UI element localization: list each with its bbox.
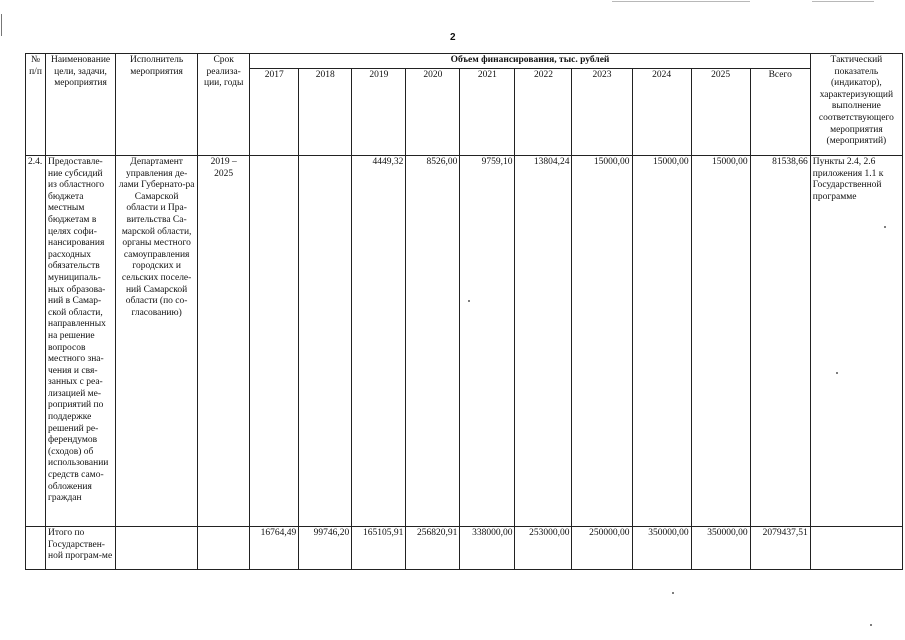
header-year: 2019 — [352, 69, 406, 156]
scan-speck — [672, 592, 674, 594]
table-row — [26, 156, 903, 527]
row-num: 2.4. — [26, 156, 46, 527]
total-value: 99746,20 — [299, 527, 352, 570]
header-year: 2018 — [299, 69, 352, 156]
row-value-total: 81538,66 — [750, 156, 810, 527]
header-year: 2017 — [250, 69, 299, 156]
total-value: 350000,00 — [632, 527, 691, 570]
total-value-grand: 2079437,51 — [750, 527, 810, 570]
row-value: 15000,00 — [572, 156, 632, 527]
financing-table — [25, 53, 903, 570]
header-executor: Исполнитель мероприятия — [116, 54, 198, 156]
row-value: 9759,10 — [460, 156, 515, 527]
row-value: 15000,00 — [632, 156, 691, 527]
header-year: 2024 — [632, 69, 691, 156]
header-funding: Объем финансирования, тыс. рублей — [250, 54, 811, 69]
header-indicator: Тактический показатель (индикатор), характеризующий выполнение соответствующего мероприятия (мероприятий) — [810, 54, 902, 156]
scan-mark-top — [612, 1, 750, 2]
header-name: Наименование цели, задачи, мероприятия — [46, 54, 116, 156]
header-year: 2021 — [460, 69, 515, 156]
header-year: 2022 — [515, 69, 572, 156]
total-label: Итого по Государствен-ной програм-ме — [46, 527, 116, 570]
row-value: 8526,00 — [406, 156, 460, 527]
header-year: 2020 — [406, 69, 460, 156]
header-year: 2025 — [691, 69, 750, 156]
total-value: 165105,91 — [352, 527, 406, 570]
total-value: 256820,91 — [406, 527, 460, 570]
total-value: 338000,00 — [460, 527, 515, 570]
total-value: 16764,49 — [250, 527, 299, 570]
scan-mark-top-right — [812, 1, 874, 2]
row-indicator: Пункты 2.4, 2.6 приложения 1.1 к Государственной программе — [810, 156, 902, 527]
row-value — [250, 156, 299, 527]
total-value: 253000,00 — [515, 527, 572, 570]
header-total: Всего — [750, 69, 810, 156]
total-value: 350000,00 — [691, 527, 750, 570]
scan-speck — [870, 624, 872, 626]
total-value: 250000,00 — [572, 527, 632, 570]
row-name: Предоставле-ние субсидий из областного бюджета местным бюджетам в целях софи-нансирования расходных обязательств муниципаль-ных образова-ний в Самар-ской области, направленных на решение вопросов местного зна-чения и свя-занных с реа-лизацией ме-роприятий по поддержке решений ре-ферендумов (сходов) об использовании средств само-обложения граждан — [46, 156, 116, 527]
row-value: 4449,32 — [352, 156, 406, 527]
total-row — [26, 527, 903, 570]
row-value — [299, 156, 352, 527]
header-term: Срок реализа-ции, годы — [198, 54, 250, 156]
row-value: 13804,24 — [515, 156, 572, 527]
page-number: 2 — [450, 32, 456, 43]
row-value: 15000,00 — [691, 156, 750, 527]
row-term: 2019 – 2025 — [198, 156, 250, 527]
scan-edge-mark — [1, 14, 2, 36]
header-year: 2023 — [572, 69, 632, 156]
row-executor: Департамент управления де-лами Губернато-ра Самарской области и Пра-вительства Са-марской области, органы местного самоуправления городских и сельских поселе-ний Самарской области (по со-гласованию) — [116, 156, 198, 527]
header-num: № п/п — [26, 54, 46, 156]
